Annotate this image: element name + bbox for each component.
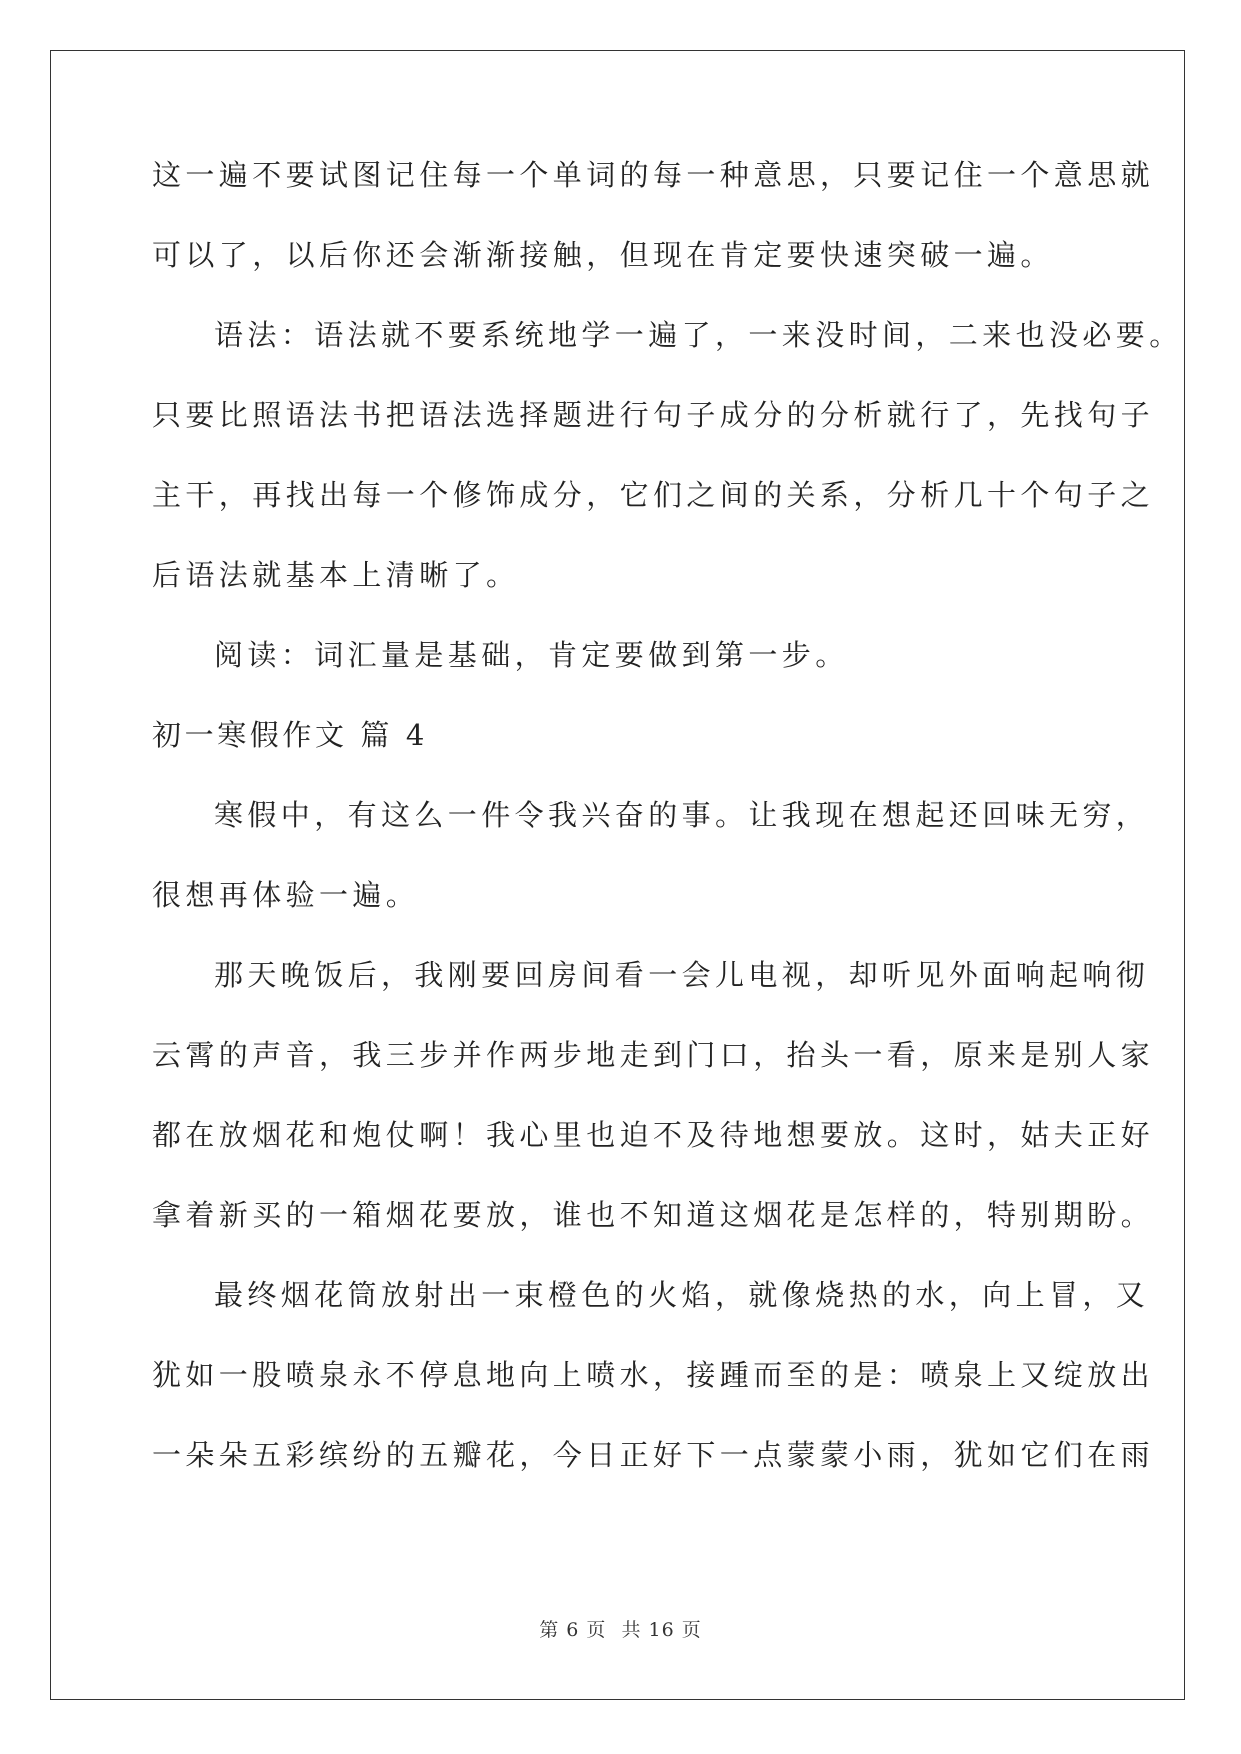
- paragraph-line: 云霄的声音，我三步并作两步地走到门口，抬头一看，原来是别人家: [152, 1038, 1155, 1072]
- page-total: 共 16 页: [621, 1619, 702, 1641]
- paragraph-line: 拿着新买的一箱烟花要放，谁也不知道这烟花是怎样的，特别期盼。: [152, 1198, 1155, 1232]
- paragraph-line: 主干，再找出每一个修饰成分，它们之间的关系，分析几十个句子之: [152, 478, 1155, 512]
- paragraph-line: 这一遍不要试图记住每一个单词的每一种意思，只要记住一个意思就: [152, 158, 1155, 192]
- paragraph-line: 最终烟花筒放射出一束橙色的火焰，就像烧热的水，向上冒，又: [214, 1278, 1150, 1312]
- paragraph-line: 犹如一股喷泉永不停息地向上喷水，接踵而至的是：喷泉上又绽放出: [152, 1358, 1155, 1392]
- paragraph-line: 阅读：词汇量是基础，肯定要做到第一步。: [214, 638, 849, 672]
- page-footer: [0, 1615, 1241, 1642]
- paragraph-line: 语法：语法就不要系统地学一遍了，一来没时间，二来也没必要。: [214, 318, 1183, 352]
- paragraph-line: 都在放烟花和炮仗啊！我心里也迫不及待地想要放。这时，姑夫正好: [152, 1118, 1155, 1152]
- document-body: [152, 158, 1183, 1520]
- paragraph-line: 一朵朵五彩缤纷的五瓣花，今日正好下一点蒙蒙小雨，犹如它们在雨: [152, 1438, 1155, 1472]
- paragraph-line: 只要比照语法书把语法选择题进行句子成分的分析就行了，先找句子: [152, 398, 1155, 432]
- paragraph-line: 后语法就基本上清晰了。: [152, 558, 520, 592]
- section-heading: 初一寒假作文 篇 4: [152, 718, 428, 752]
- page-number: 第 6 页: [539, 1619, 607, 1641]
- paragraph-line: 那天晚饭后，我刚要回房间看一会儿电视，却听见外面响起响彻: [214, 958, 1150, 992]
- paragraph-line: 寒假中，有这么一件令我兴奋的事。让我现在想起还回味无穷，: [214, 798, 1150, 832]
- paragraph-line: 可以了，以后你还会渐渐接触，但现在肯定要快速突破一遍。: [152, 238, 1054, 272]
- paragraph-line: 很想再体验一遍。: [152, 878, 420, 912]
